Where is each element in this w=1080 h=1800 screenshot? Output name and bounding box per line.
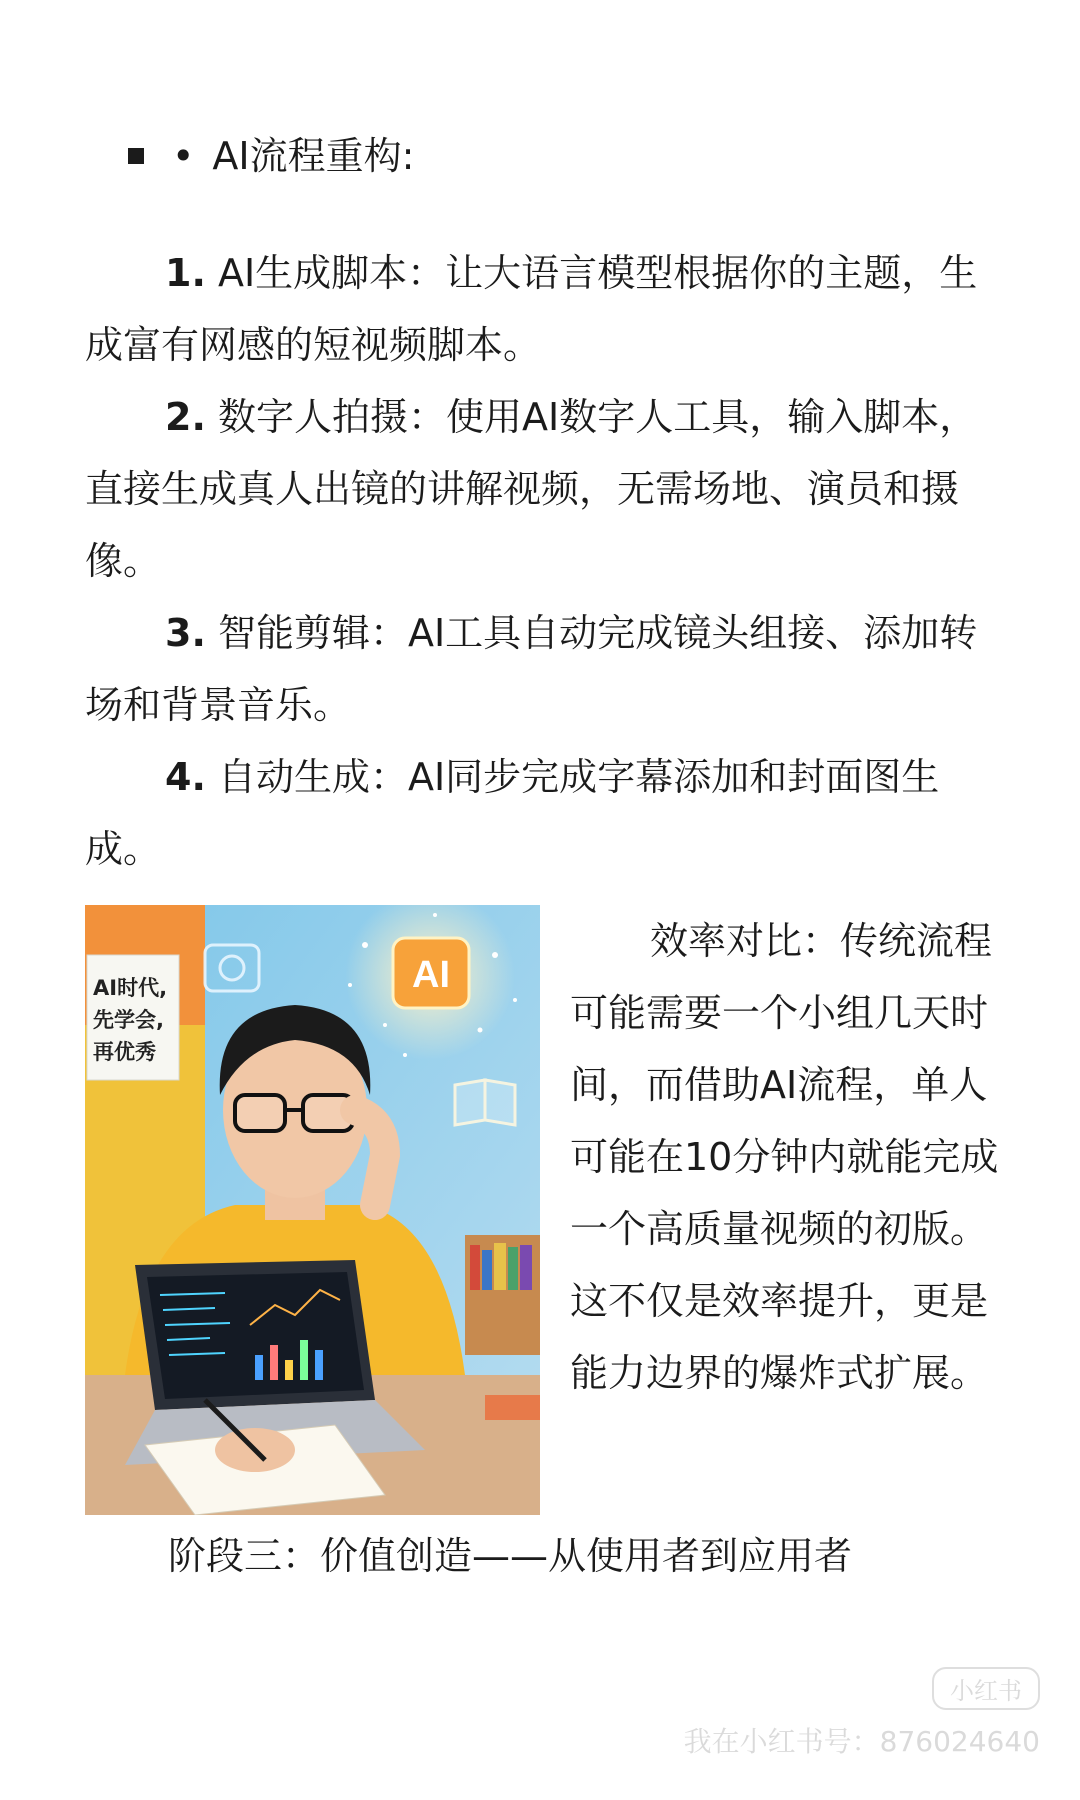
efficiency-text: 效率对比：传统流程可能需要一个小组几天时间，而借助AI流程，单人可能在10分钟内就能完成一个高质量视频的初版。这不仅是效率提升，更是能力边界的爆炸式扩展。 [570, 919, 999, 1395]
step-4 [85, 741, 1000, 885]
step-4-text: 自动生成：AI同步完成字幕添加和封面图生成。 [85, 755, 940, 871]
dot-bullet-icon: • [172, 134, 195, 178]
poster-line-2: 先学会, [93, 1008, 164, 1032]
step-3 [85, 597, 1000, 741]
watermark [684, 1667, 1040, 1760]
square-bullet-icon [128, 148, 144, 164]
wall-poster [87, 955, 179, 1080]
book-hologram-icon [455, 1080, 515, 1125]
step-2-number: 2. [165, 395, 206, 439]
bookshelf [465, 1235, 540, 1355]
poster-line-3: 再优秀 [93, 1040, 156, 1064]
poster-line-1: AI时代, [93, 976, 168, 1000]
step-4-number: 4. [165, 755, 206, 799]
illustration-svg [85, 905, 540, 1515]
step-3-text: 智能剪辑：AI工具自动完成镜头组接、添加转场和背景音乐。 [85, 611, 978, 727]
stage-heading: 阶段三：价值创造——从使用者到应用者 [168, 1534, 853, 1578]
watermark-text: 我在小红书号：876024640 [683, 1725, 1040, 1758]
student-laptop-illustration [85, 905, 540, 1515]
step-2-text: 数字人拍摄：使用AI数字人工具，输入脚本，直接生成真人出镜的讲解视频，无需场地、演员和摄像。 [85, 395, 978, 583]
step-1-text: AI生成脚本：让大语言模型根据你的主题，生成富有网感的短视频脚本。 [85, 251, 978, 367]
step-3-number: 3. [165, 611, 206, 655]
step-1-number: 1. [165, 251, 206, 295]
xiaohongshu-logo: 小红书 [932, 1667, 1040, 1710]
desk-books [485, 1395, 540, 1420]
step-2 [85, 381, 1000, 597]
step-1 [85, 237, 1000, 381]
section-bullet [128, 128, 414, 184]
ai-badge-text: AI [412, 954, 450, 996]
efficiency-comparison [570, 905, 1000, 1409]
section-bullet-label: AI流程重构: [212, 134, 415, 178]
